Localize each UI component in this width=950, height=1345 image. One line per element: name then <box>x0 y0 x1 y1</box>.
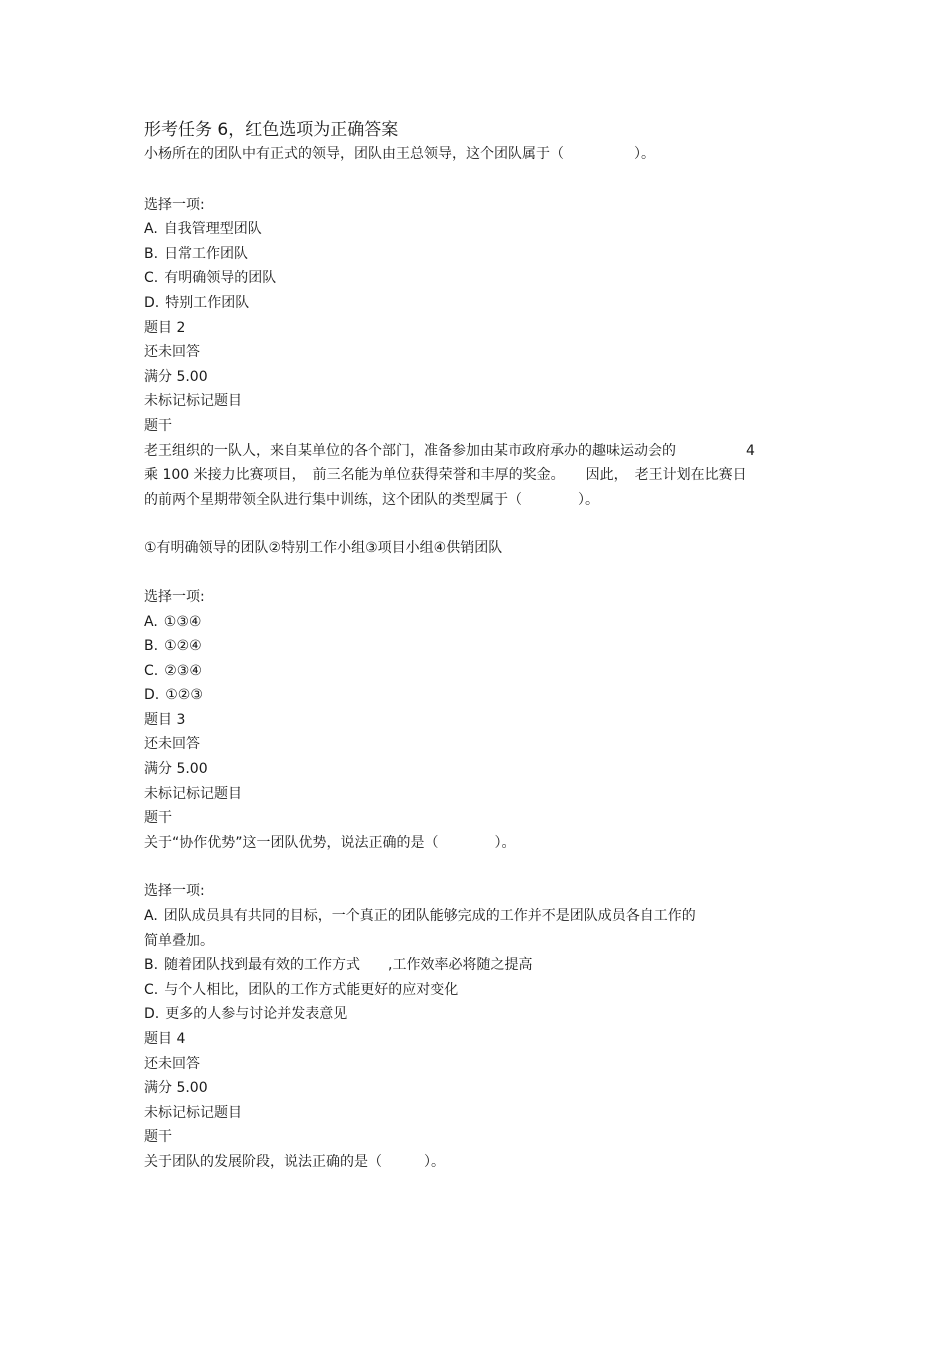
option-c[interactable]: C. 有明确领导的团队 <box>144 270 277 287</box>
option-a[interactable]: A. ①③④ <box>144 613 202 630</box>
question-2 <box>144 316 824 708</box>
option-b[interactable]: B. 随着团队找到最有效的工作方式 ,工作效率必将随之提高 <box>144 957 533 974</box>
document-title: 形考任务 6，红色选项为正确答案 <box>144 120 399 140</box>
document-page <box>144 118 824 1175</box>
option-d[interactable]: D. ①②③ <box>144 687 203 704</box>
question-number: 题目 3 <box>144 711 186 728</box>
question-stem-line-3: 的前两个星期带领全队进行集中训练，这个团队的类型属于（ ）。 <box>144 491 599 508</box>
option-d[interactable]: D. 特别工作团队 <box>144 294 250 311</box>
option-c[interactable]: C. 与个人相比，团队的工作方式能更好的应对变化 <box>144 981 459 998</box>
choose-one-label: 选择一项: <box>144 883 205 900</box>
question-number: 题目 4 <box>144 1031 186 1047</box>
stem-label: 题干 <box>144 810 172 827</box>
choose-one-label: 选择一项: <box>144 196 205 213</box>
option-a[interactable]: A. 团队成员具有共同的目标，一个真正的团队能够完成的工作并不是团队成员各自工作的 <box>144 908 696 925</box>
question-stem-line-1: 老王组织的一队人，来自某单位的各个部门，准备参加由某市政府承办的趣味运动会的 4 <box>144 442 755 459</box>
question-score: 满分 5.00 <box>144 761 208 778</box>
question-stem-line-2: 乘 100 米接力比赛项目， 前三名能为单位获得荣誉和丰厚的奖金。 因此， 老王计划在比赛日 <box>144 467 747 484</box>
option-b[interactable]: B. 日常工作团队 <box>144 245 249 262</box>
question-1 <box>144 142 824 316</box>
answer-status: 还未回答 <box>144 344 200 361</box>
option-a-continuation: 简单叠加。 <box>144 932 214 949</box>
flag-question-link[interactable]: 未标记标记题目 <box>144 785 242 802</box>
option-d[interactable]: D. 更多的人参与讨论并发表意见 <box>144 1006 348 1023</box>
question-3 <box>144 708 824 1027</box>
question-stem: 关于团队的发展阶段，说法正确的是（ ）。 <box>144 1153 445 1170</box>
question-stem: 关于“协作优势”这一团队优势，说法正确的是（ ）。 <box>144 834 516 851</box>
option-c[interactable]: C. ②③④ <box>144 662 202 679</box>
option-b[interactable]: B. ①②④ <box>144 638 202 655</box>
question-4 <box>144 1027 824 1175</box>
question-score: 满分 5.00 <box>144 368 208 385</box>
question-score: 满分 5.00 <box>144 1080 208 1097</box>
answer-status: 还未回答 <box>144 736 200 753</box>
flag-question-link[interactable]: 未标记标记题目 <box>144 1104 242 1121</box>
stem-label: 题干 <box>144 1129 172 1146</box>
stem-label: 题干 <box>144 417 172 434</box>
answer-status: 还未回答 <box>144 1055 200 1072</box>
question-number: 题目 2 <box>144 319 186 336</box>
option-a[interactable]: A. 自我管理型团队 <box>144 221 262 238</box>
question-stem: 小杨所在的团队中有正式的领导，团队由王总领导，这个团队属于（ ）。 <box>144 146 655 162</box>
choose-one-label: 选择一项: <box>144 588 205 605</box>
question-extra-statements: ①有明确领导的团队②特别工作小组③项目小组④供销团队 <box>144 540 503 557</box>
flag-question-link[interactable]: 未标记标记题目 <box>144 393 242 410</box>
